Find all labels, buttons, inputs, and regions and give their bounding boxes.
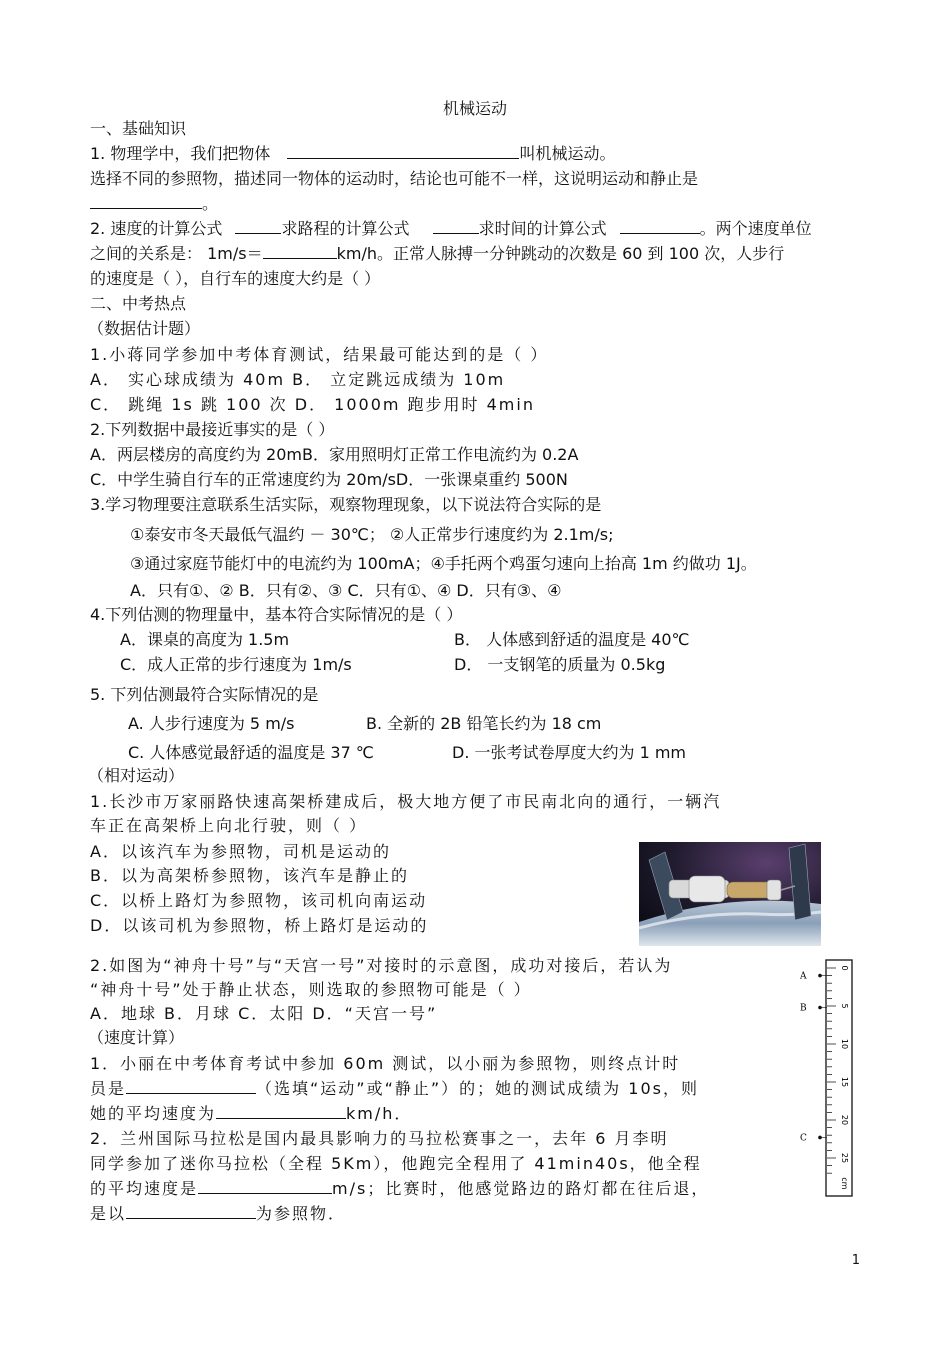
question-1-line3: [90, 193, 218, 215]
q1-end: 。: [202, 194, 219, 213]
ruler-tick-label: 0: [840, 965, 849, 971]
ruler-unit-label: cm: [840, 1177, 849, 1190]
calc-q2-ref-suffix: 为参照物．: [256, 1204, 347, 1223]
estimation-q3: 3.学习物理要注意联系生活实际，观察物理现象，以下说法符合实际的是: [90, 495, 602, 514]
relative-q2-line1: 2.如图为“神舟十号”与“天宫一号”对接时的示意图，成功对接后，若认为: [90, 956, 673, 975]
q2-blank-distance[interactable]: [433, 218, 479, 234]
calc-q1-choice: （选填“运动”或“静止”）的；她的测试成绩为 10s，则: [256, 1079, 699, 1098]
calc-q1-line1: 1．小丽在中考体育考试中参加 60m 测试，以小丽为参照物，则终点计时: [90, 1054, 681, 1073]
estimation-q3-options: A．只有①、② B．只有②、③ C．只有①、④ D．只有③、④: [130, 581, 562, 600]
page-title: 机械运动: [442, 99, 507, 118]
calc-q1-line2: [90, 1078, 699, 1100]
relative-q1-option-d: D．以该司机为参照物，桥上路灯是运动的: [90, 916, 429, 935]
ruler-point-label: C: [800, 1133, 807, 1144]
question-1-line2: 选择不同的参照物，描述同一物体的运动时，结论也可能不一样，这说明运动和静止是: [90, 169, 699, 188]
q2-distance-label: 求路程的计算公式: [281, 219, 410, 238]
relative-q2-options: A．地球 B．月球 C．太阳 D．“天宫一号”: [90, 1004, 438, 1023]
estimation-q5-option-a: A. 人步行速度为 5 m/s: [128, 714, 295, 733]
relative-q2-line2: “神舟十号”处于静止状态，则选取的参照物可能是（ ）: [90, 980, 532, 999]
calc-q2-line4: [90, 1203, 346, 1225]
ruler-point-label: B: [800, 1003, 807, 1014]
ruler-tick-label: 20: [840, 1114, 849, 1126]
estimation-q4-option-d: D． 一支钢笔的质量为 0.5kg: [454, 655, 666, 674]
spacecraft-docking-image: [639, 842, 821, 946]
estimation-q1-options-ab: A． 实心球成绩为 40m B． 立定跳远成绩为 10m: [90, 370, 506, 389]
estimation-q2-options-ab: A．两层楼房的高度约为 20mB．家用照明灯正常工作电流约为 0.2A: [90, 445, 579, 464]
calc-q2-ref-prefix: 是以: [90, 1204, 127, 1223]
question-2-line3: 的速度是（ ），自行车的速度大约是（ ）: [90, 269, 381, 288]
q1-blank[interactable]: [287, 143, 519, 159]
ruler-tick-label: 25: [840, 1152, 849, 1164]
calc-q2-line1: 2．兰州国际马拉松是国内最具影响力的马拉松赛事之一，去年 6 月李明: [90, 1129, 669, 1148]
q2-formula-label: 2. 速度的计算公式: [90, 219, 223, 238]
relative-q1-option-c: C．以桥上路灯为参照物，该司机向南运动: [90, 891, 428, 910]
question-2-line1: [90, 218, 812, 240]
estimation-q5: 5. 下列估测最符合实际情况的是: [90, 685, 319, 704]
q2-blank-speed[interactable]: [235, 218, 281, 234]
calc-q2-unit: m/s；比赛时，他感觉路边的路灯都在往后退，: [332, 1179, 710, 1198]
q2-unit-text: 。两个速度单位: [699, 219, 812, 238]
q2-time-label: 求时间的计算公式: [478, 219, 607, 238]
calc-q2-line2: 同学参加了迷你马拉松（全程 5Km），他跑完全程用了 41min40s，他全程: [90, 1154, 702, 1173]
relative-q1-option-a: A．以该汽车为参照物，司机是运动的: [90, 842, 391, 861]
calc-q1-unit: km/h．: [346, 1104, 413, 1123]
question-1-line1: [90, 143, 615, 165]
estimation-q3-statement-1: ①泰安市冬天最低气温约 － 30℃； ②人正常步行速度约为 2.1m/s;: [130, 525, 614, 544]
ruler-diagram: [798, 956, 856, 1200]
estimation-q3-statement-2: ③通过家庭节能灯中的电流约为 100mA；④手托两个鸡蛋匀速向上抬高 1m 约做功 1J。: [130, 554, 757, 573]
calc-q1-prefix: 员是: [90, 1079, 127, 1098]
q1-text: 1. 物理学中，我们把物体: [90, 144, 271, 163]
calc-q2-blank-speed[interactable]: [198, 1178, 332, 1194]
q2-blank-time[interactable]: [620, 218, 700, 234]
ruler-tick-label: 15: [840, 1076, 849, 1088]
ruler-tick-label: 10: [840, 1038, 849, 1050]
calc-q1-speed-prefix: 她的平均速度为: [90, 1104, 217, 1123]
estimation-q4: 4.下列估测的物理量中，基本符合实际情况的是（ ）: [90, 605, 463, 624]
subsection-relative-motion: （相对运动）: [88, 766, 185, 785]
calc-q1-line3: [90, 1103, 412, 1125]
estimation-q2-options-cd: C．中学生骑自行车的正常速度约为 20m/sD．一张课桌重约 500N: [90, 470, 568, 489]
q2-pulse-text: km/h。正常人脉搏一分钟跳动的次数是 60 到 100 次，人步行: [336, 244, 785, 263]
calc-q2-line3: [90, 1178, 709, 1200]
subsection-speed-calc: （速度计算）: [88, 1028, 185, 1047]
q2-unit-relation: 之间的关系是： 1m/s＝: [90, 244, 263, 263]
ruler-point-label: A: [800, 971, 807, 982]
ruler-tick-label: 5: [840, 1003, 849, 1009]
calc-q2-speed-prefix: 的平均速度是: [90, 1179, 199, 1198]
section-hotspots: 二、中考热点: [90, 294, 187, 313]
calc-q1-blank-speed[interactable]: [216, 1103, 346, 1119]
estimation-q5-option-d: D. 一张考试卷厚度大约为 1 mm: [452, 743, 687, 762]
calc-q2-blank-reference[interactable]: [126, 1203, 256, 1219]
q1-blank-2[interactable]: [90, 193, 202, 209]
question-2-line2: [90, 243, 784, 265]
calc-q1-blank-motion[interactable]: [126, 1078, 256, 1094]
estimation-q4-option-b: B． 人体感到舒适的温度是 40℃: [454, 630, 690, 649]
estimation-q4-option-a: A．课桌的高度为 1.5m: [120, 630, 290, 649]
estimation-q4-option-c: C．成人正常的步行速度为 1m/s: [120, 655, 352, 674]
q1-text-end: 叫机械运动。: [519, 144, 616, 163]
subsection-estimation: （数据估计题）: [88, 319, 201, 338]
estimation-q5-option-c: C. 人体感觉最舒适的温度是 37 ℃: [128, 743, 374, 762]
page-number: 1: [851, 1253, 860, 1268]
relative-q1-line2: 车正在高架桥上向北行驶，则（ ）: [90, 816, 368, 835]
relative-q1-line1: 1.长沙市万家丽路快速高架桥建成后，极大地方便了市民南北向的通行，一辆汽: [90, 792, 722, 811]
estimation-q1: 1.小蒋同学参加中考体育测试，结果最可能达到的是（ ）: [90, 345, 549, 364]
section-basic: 一、基础知识: [90, 119, 187, 138]
estimation-q2: 2.下列数据中最接近事实的是（ ）: [90, 420, 335, 439]
q2-blank-kmh[interactable]: [263, 243, 337, 259]
estimation-q5-option-b: B. 全新的 2B 铅笔长约为 18 cm: [366, 714, 602, 733]
estimation-q1-options-cd: C． 跳绳 1s 跳 100 次 D． 1000m 跑步用时 4min: [90, 395, 535, 414]
relative-q1-option-b: B．以为高架桥参照物，该汽车是静止的: [90, 866, 409, 885]
